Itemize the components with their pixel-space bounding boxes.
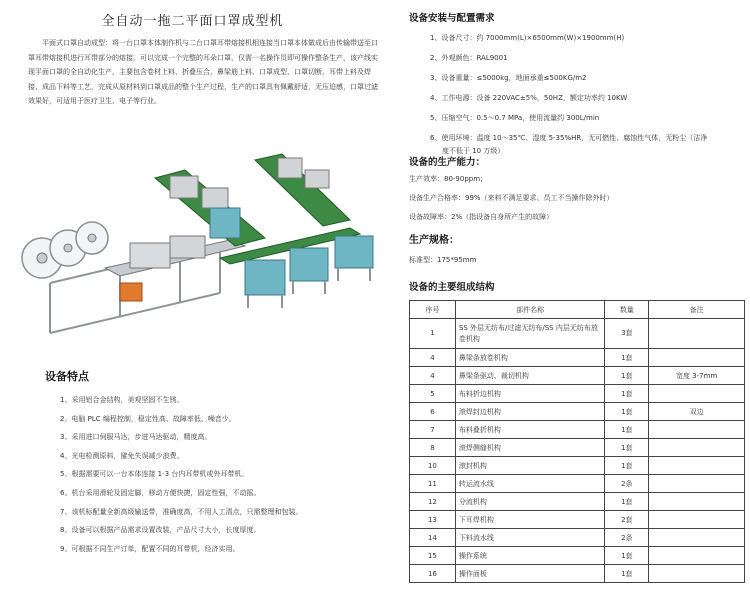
table-row: 13 下耳焊机构 2套	[410, 511, 745, 529]
table-row: 15 操作系统 1套	[410, 547, 745, 565]
table-row: 12 分流机构 1套	[410, 493, 745, 511]
capacity-heading: 设备的生产能力：	[409, 157, 486, 168]
list-item: 4、光电检测原料，避免失误减少浪费。	[60, 451, 184, 460]
install-heading: 设备安装与配置需求	[409, 13, 495, 24]
list-item: 7、该机标配量全新高级输送带，准确度高，不用人工清点，只需整理和包装。	[60, 507, 303, 516]
install-list	[430, 28, 750, 157]
col-qty: 数量	[605, 301, 649, 319]
col-name: 部件名称	[455, 301, 605, 319]
list-item: 4、工作电源：设备 220VAC±5%，50HZ，额定功率约 10KW	[430, 94, 628, 102]
list-item: 3、设备重量：≤5000kg，地面承重≤500KG/m2	[430, 74, 587, 82]
features-list	[60, 391, 380, 558]
list-item: 6、机台采用滑轮及固定脚，移动方便快捷，固定性强，不动摇。	[60, 488, 261, 497]
table-row: 4 鼻梁条放卷机构 1套	[410, 349, 745, 367]
table-row: 10 滚封机构 1套	[410, 457, 745, 475]
table-row: 4 鼻梁条驱动、裁切机构 1套 宽度 3-7mm	[410, 367, 745, 385]
list-item: 5、根据需要可以一台本体连接 1-3 台内耳带机或外耳带机。	[60, 470, 249, 479]
product-title: 全自动一拖二平面口罩成型机	[101, 14, 284, 29]
table-row: 1 SS 外层无纺布/过滤无纺布/SS 内层无纺布放卷机构 3套	[410, 319, 745, 349]
col-no: 序号	[410, 301, 456, 319]
spec-heading: 生产规格：	[409, 235, 459, 246]
list-item: 2、电脑 PLC 编程控制，稳定性高、故障率低、噪音少。	[60, 414, 236, 423]
table-row: 14 下料流水线 2条	[410, 529, 745, 547]
list-item: 2、外观颜色：RAL9001	[430, 54, 508, 62]
spec-value: 标准型：175*95mm	[409, 256, 477, 264]
list-item: 3、采用进口伺服马达，步进马达驱动，精度高。	[60, 433, 212, 442]
table-row: 16 操作面板 1套	[410, 565, 745, 583]
list-item: 1、采用铝合金结构，美观坚固不生锈。	[60, 396, 184, 404]
capacity-line: 设备故障率：2%（指设备自身所产生的故障）	[409, 213, 554, 221]
table-row: 8 滚焊侧缝机构 1套	[410, 439, 745, 457]
list-item: 8、设备可以根据产品需求设置改装，产品尺寸大小，长度厚度。	[60, 526, 261, 535]
table-row: 7 布料叠折机构 1套	[410, 421, 745, 439]
control-cabinets	[210, 208, 373, 295]
product-intro: 平面式口罩自动成型：将一台口罩本体制作机与二台口罩耳带熔接机相连接当口罩本体做成后由传输带送至口罩耳带熔接机进行耳带部分的熔接，可以完成一个完整的耳朵口罩，仅需一名操作员即可操作整条生产，该产线实现平面口罩的全自动化生产，主要包含卷材上料、折叠压合、鼻梁筋上料、口罩成型、口罩切断、耳带上料及焊接、成品下料等工艺，完成从原材料到口罩成品的整个生产过程，生产的口罩具有佩戴舒适，无压迫感，口罩过滤效果好，可适用于医疗卫生、电子等行业。	[28, 39, 378, 105]
features-heading: 设备特点	[45, 370, 89, 383]
list-item: 1、设备尺寸：约 7000mm(L)×6500mm(W)×1900mm(H)	[430, 34, 625, 42]
parts-heading: 设备的主要组成结构	[409, 282, 495, 293]
capacity-line: 生产效率：80-90ppm；	[409, 175, 488, 183]
machine-illustration	[20, 148, 380, 343]
motor-box	[120, 283, 142, 301]
table-row: 5 布料折边机构 1套	[410, 385, 745, 403]
parts-table	[409, 300, 745, 583]
list-item: 6、使用环境：温度 10～35℃、湿度 5-35%HR，无可燃性、腐蚀性气体，无粉尘（洁净 度不低于 10 万级）	[430, 134, 708, 155]
table-row: 6 滚焊封边机构 1套 双边	[410, 403, 745, 421]
table-row: 11 转运流水线 2条	[410, 475, 745, 493]
list-item: 5、压缩空气：0.5～0.7 MPa，使用流量约 300L/min	[430, 114, 600, 122]
col-note: 备注	[649, 301, 745, 319]
right-column	[395, 0, 750, 609]
table-header-row	[410, 301, 745, 319]
capacity-line: 设备生产合格率：99%（来料不满足要求、员工不当操作除外时）	[409, 194, 614, 202]
list-item: 9、可根据不同生产订单，配置不同的耳带机，经济实用。	[60, 544, 240, 553]
reel-icon	[22, 222, 108, 278]
